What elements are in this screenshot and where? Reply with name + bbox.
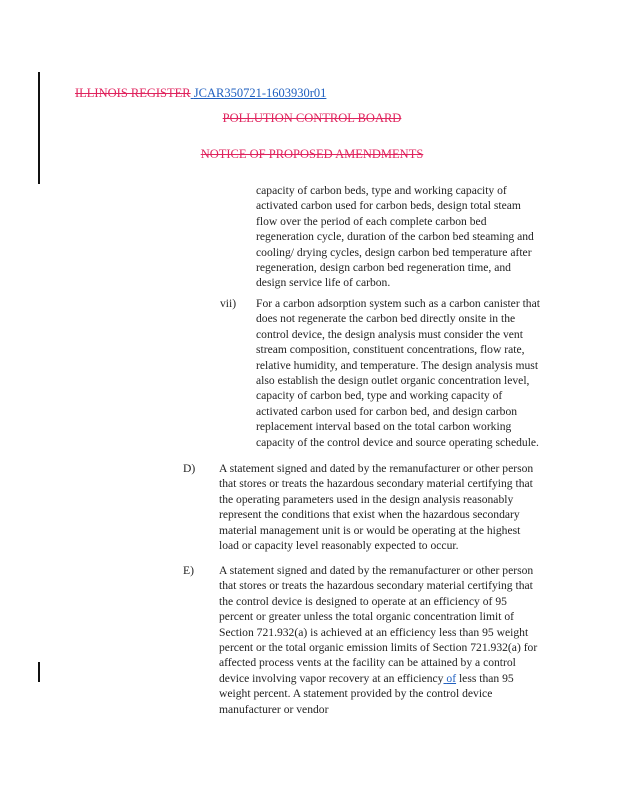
change-bar [38, 662, 40, 682]
item-d-label: D) [183, 462, 196, 475]
deleted-notice-title: NOTICE OF PROPOSED AMENDMENTS [200, 147, 424, 161]
inserted-word: of [446, 671, 457, 685]
item-d-paragraph: A statement signed and dated by the remanufacturer or other person that stores or treats the hazardous secondary material certifying that the operating parameters used in the design analysis reasonably represent the conditions that exist when the hazardous secondary material management unit is or would be operating at the highest load or capacity level reasonably expected to occur. [219, 462, 534, 553]
register-header [75, 86, 326, 100]
change-bar [38, 72, 40, 184]
deleted-board-title: POLLUTION CONTROL BOARD [222, 111, 402, 125]
item-vii-paragraph: For a carbon adsorption system such as a carbon canister that does not regenerate the carbon bed directly onsite in the control device, the design analysis must consider the vent stream composition, constituent concentrations, flow rate, relative humidity, and temperature. The design analysis must also establish the design outlet organic concentration level, capacity of carbon bed, type and working capacity of activated carbon used for carbon bed, and design carbon replacement interval based on the total carbon working capacity of the control device and source operating schedule. [256, 297, 540, 449]
deleted-register-title: ILLINOIS REGISTER [75, 86, 191, 100]
item-e-text-before: A statement signed and dated by the remanufacturer or other person that stores or treats the hazardous secondary material certifying that the control device is designed to operate at an efficiency of 95 percent or greater unless the total organic concentration limit of Section 721.932(a) is achieved at an efficiency less than 95 weight percent or the total organic emission limits of Section 721.932(a) for affected process vents at the facility can be attained by a control device involving vapor recovery at an efficiency [219, 564, 538, 685]
notice-header [0, 147, 624, 161]
item-e-label: E) [183, 564, 194, 577]
continuation-paragraph: capacity of carbon beds, type and working capacity of activated carbon used for carbon beds, design total steam flow over the period of each complete carbon bed regeneration cycle, duration of the carbon bed steaming and cooling/ drying cycles, design carbon bed temperature after regeneration, design carbon bed regeneration time, and design service life of carbon. [256, 184, 534, 290]
item-vii-label: vii) [220, 297, 237, 310]
inserted-register-id: JCAR350721-1603930r01 [193, 86, 327, 100]
item-e-paragraph [219, 563, 541, 717]
item-e-text-after: less than 95 weight percent. A statement provided by the control device manufacturer or vendor [219, 671, 514, 716]
board-header [0, 111, 624, 125]
